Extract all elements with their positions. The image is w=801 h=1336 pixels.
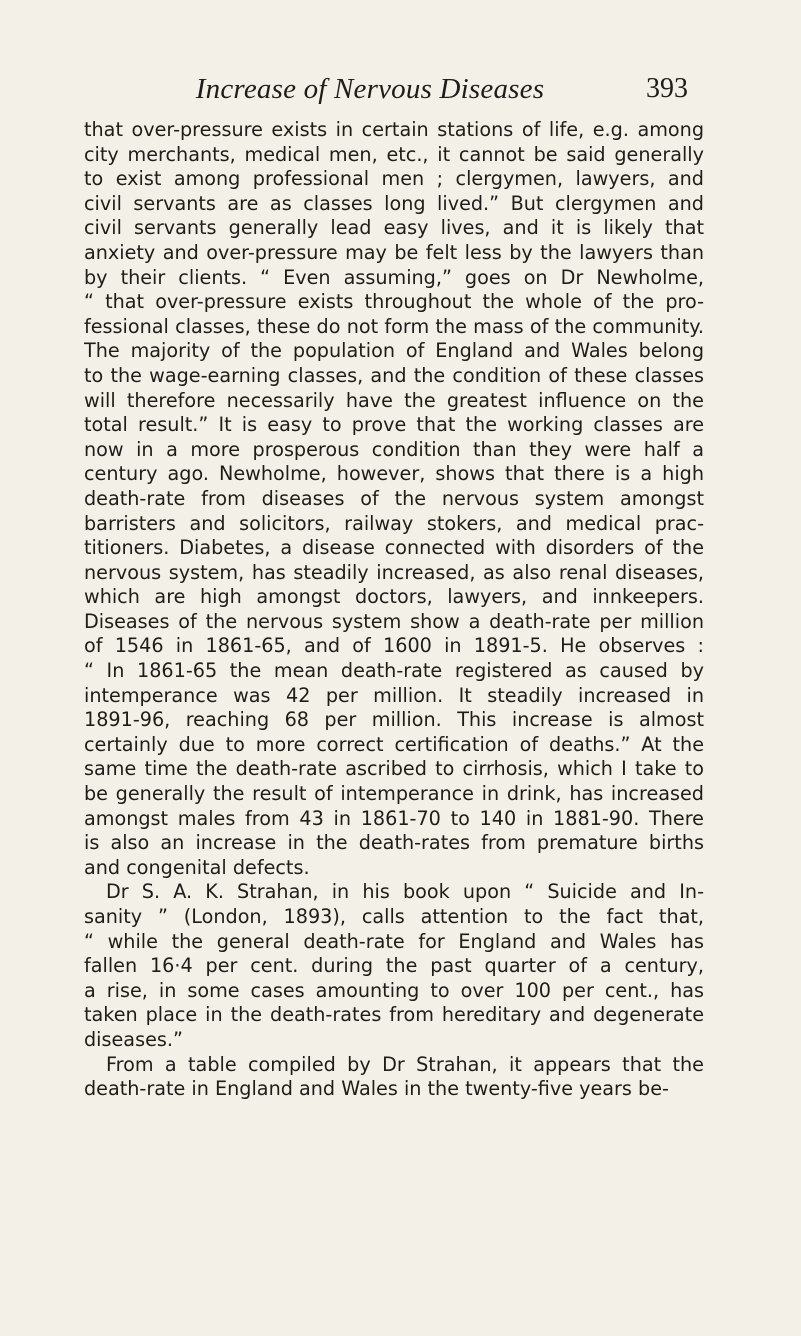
text-line: Diseases of the nervous system show a death-rate per million (84, 609, 704, 633)
text-line: From a table compiled by Dr Strahan, it appears that the (106, 1052, 704, 1076)
text-line: fallen 16·4 per cent. during the past quarter of a century, (84, 954, 704, 978)
text-line: titioners. Diabetes, a disease connected with disorders of the (84, 536, 704, 560)
text-line: barristers and solicitors, railway stokers, and medical prac- (84, 511, 704, 535)
text-line: 1891-96, reaching 68 per million. This increase is almost (84, 708, 704, 732)
text-line: sanity ” (London, 1893), calls attention to the fact that, (84, 905, 704, 928)
page-header (0, 72, 801, 106)
text-line: “ In 1861-65 the mean death-rate registered as caused by (84, 659, 704, 683)
text-line: civil servants are as classes long lived.” But clergymen and (84, 191, 704, 215)
text-line: a rise, in some cases amounting to over 100 per cent., has (84, 978, 704, 1002)
text-line: by their clients. “ Even assuming,” goes on Dr Newholme, (84, 265, 704, 289)
text-line: “ that over-pressure exists throughout the whole of the pro- (84, 290, 704, 314)
text-line: intemperance was 42 per million. It steadily increased in (84, 683, 704, 707)
page-number: 393 (646, 73, 688, 104)
text-line: that over-pressure exists in certain stations of life, e.g. among (84, 118, 704, 141)
text-line: certainly due to more correct certification of deaths.” At the (84, 732, 704, 756)
text-line: The majority of the population of England and Wales belong (84, 339, 704, 363)
text-line: nervous system, has steadily increased, as also renal diseases, (84, 560, 704, 584)
text-line: to the wage-earning classes, and the condition of these classes (84, 363, 704, 387)
body-text (84, 118, 704, 1102)
text-line: which are high amongst doctors, lawyers, and innkeepers. (84, 585, 704, 609)
text-line: now in a more prosperous condition than they were half a (84, 437, 704, 461)
paragraph (84, 1053, 704, 1102)
running-title: Increase of Nervous Diseases (195, 73, 545, 105)
text-line: diseases.” (84, 1027, 183, 1051)
text-line: will therefore necessarily have the greatest influence on the (84, 388, 704, 412)
text-line: to exist among professional men ; clergymen, lawyers, and (84, 167, 704, 191)
text-line: is also an increase in the death-rates from premature births (84, 831, 704, 855)
paragraph (84, 880, 704, 1052)
text-line: civil servants generally lead easy lives, and it is likely that (84, 216, 704, 240)
text-line: taken place in the death-rates from hereditary and degenerate (84, 1003, 704, 1027)
text-line: total result.” It is easy to prove that the working classes are (84, 413, 704, 437)
paragraph (84, 118, 704, 880)
text-line: century ago. Newholme, however, shows that there is a high (84, 462, 704, 486)
text-line: amongst males from 43 in 1861-70 to 140 in 1881-90. There (84, 806, 704, 830)
text-line: of 1546 in 1861-65, and of 1600 in 1891-5. He observes : (84, 634, 704, 658)
text-line: city merchants, medical men, etc., it cannot be said generally (84, 142, 704, 166)
text-line: same time the death-rate ascribed to cirrhosis, which I take to (84, 757, 704, 781)
text-line: anxiety and over-pressure may be felt less by the lawyers than (84, 240, 704, 264)
text-line: “ while the general death-rate for England and Wales has (84, 929, 704, 953)
text-line: Dr S. A. K. Strahan, in his book upon “ Suicide and In- (106, 880, 704, 904)
text-line: death-rate in England and Wales in the twenty-five years be- (84, 1077, 669, 1101)
text-line: fessional classes, these do not form the mass of the community. (84, 314, 704, 338)
text-line: death-rate from diseases of the nervous system amongst (84, 486, 704, 510)
text-line: and congenital defects. (84, 855, 310, 879)
text-line: be generally the result of intemperance in drink, has increased (84, 782, 704, 806)
